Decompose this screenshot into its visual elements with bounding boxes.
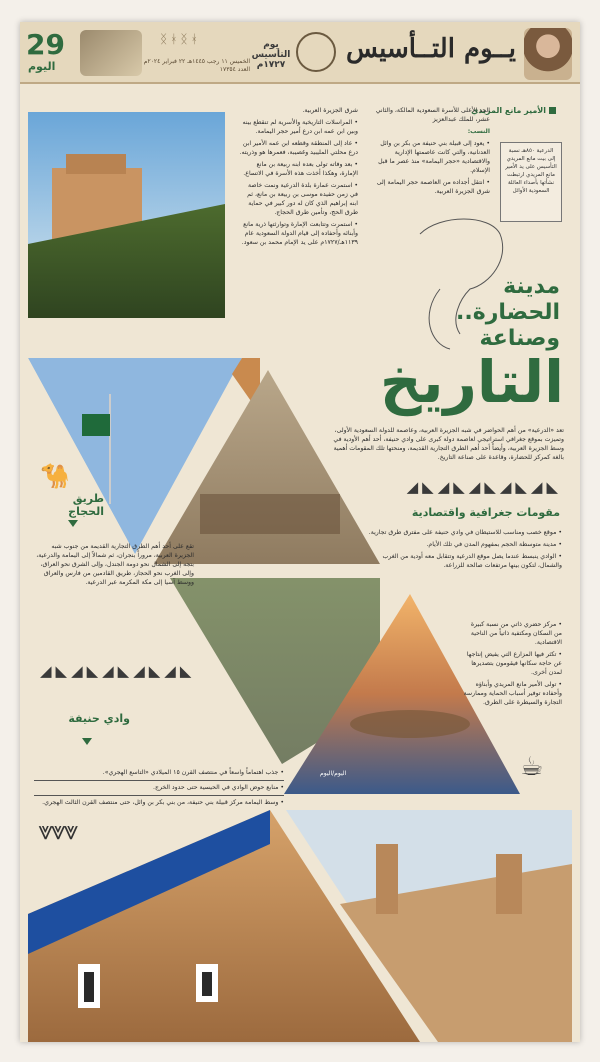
photo-credit: اليوم/اليوم [320,770,347,777]
geo-item: • مركز حضري ذاتي من نسبة كبيرة من السكان ومكتفية ذاتياً من الناحية الاقتصادية. [470,621,562,646]
geo-item: • الوادي ينبسط عندما يصل موقع الدرعية وتتقابل معه أودية من الغرب والشمال، لتكون بينها مرتفعات صالحة للزراعة. [382,553,562,569]
headline-subtitle: مدينة الحضارة.. وصناعة [456,274,560,351]
prince-bio-column [370,106,490,199]
divider [34,780,284,781]
wadi-marker-icon [82,730,92,749]
geo-list-continued [462,620,562,710]
wadi-item: • منابع حوض الوادي في الحيسية حتى حدود الخرج. [152,784,284,791]
wadi-item: • وسط اليمامة مركز قبيلة بني حنيفة، من بني بكر بن وائل، حتى منتصف القرن الثالث الهجري. [42,799,284,806]
fort-palms-photo [28,112,225,318]
geo-item: • تكثر فيها المزارع التي يفيض إنتاجها عن حاجة سكانها فيقومون بتصديرها لمدن أخرى. [466,651,562,676]
geo-item: • موقع خصب ومناسب للاستيطان في وادي حنيفة على مفترق طرق تجارية. [368,529,562,536]
header-pattern: ᛝᚼᛝᚼ [160,32,201,46]
bio-line: • انتقل أجداده من العاصمة حجر اليمامة إلى شرق الجزيرة العربية. [376,179,490,195]
history-line: • بعد وفاته تولى بعده ابنه ربيعة بن مانع الإمارة، وهكذا أخذت هذه الأسرة في الاتساع. [243,161,358,177]
hajj-heading: طريق الحجاج [68,492,104,518]
triangle-pattern-icon: ◢◣◢◣◢◣◢◣◢◣ [40,662,196,680]
bio-label: النسب: [467,128,490,135]
intro-paragraph: تعد «الدرعية» من أهم الحواضر في شبه الجزيرة العربية، وعاصمة للدولة السعودية الأولى، وتميزت بموقع جغرافي استراتيجي لعاصمة دولة كبرى على وادي حنيفة، أحد أهم الأودية في وسط الجزيرة العربية، وأيضاً أحد أهم الطرق التجارية القديمة، ومنحتها تلك المقومات أهمية بالغة كمركز للحضارة، وقاعدة على صناعة التاريخ. [333,427,564,461]
wadi-list [34,768,284,810]
divider [34,795,284,796]
prince-heading: الأمير مانع المريدي [471,106,556,115]
history-line: • استمرت وتتابعت الإمارة وتوارثتها ذرية مانع وأبنائه وأحفاده إلى قيام الدولة السعودية عام ١١٣٩هـ/١٧٢٧م على يد الإمام محمد بن سعود. [241,221,358,246]
flag-icon [82,414,110,436]
wadi-item: • جذب اهتماماً واسعاً في منتصف القرن ١٥ الميلادي «التاسع الهجري». [102,769,284,776]
history-column [238,106,358,250]
history-line: • عاد إلى المنطقة وقطعه ابن عمه الأمير ابن درع محلتي المليبيد وغصيبة، فعمرها هو وذريته. [239,140,358,156]
geo-item: • تولى الأمير مانع المريدي وأبناؤه وأحفاده توفير أسباب الحماية وممارسة التجارة والسيطرة على الطرق. [463,681,562,706]
square-marker-icon [549,107,556,114]
history-line: • المراسلات التاريخية والأسرية لم تنقطع بينه وبين ابن عمه ابن درع أمير حجر اليمامة. [242,119,358,135]
history-line: شرق الجزيرة العربية. [302,107,358,114]
headline-title: التاريخ [379,348,564,416]
hajj-marker-icon [68,512,78,531]
coffee-pot-icon: ☕ [520,752,544,782]
wadi-heading: وادي حنيفة [68,712,130,725]
brand-name: اليوم [28,60,56,73]
prince-note-box: الدرعية ٨٥٠هـ نسبة إلى بيت مانع المريدي التأسيس على يد الأمير مانع المريدي ارتبطت نشأتها بأصداء العائلة السعودية الأوائل [500,142,562,222]
founding-day-logo-icon [296,32,336,72]
bio-line: • يعود إلى قبيلة بني حنيفة من بكر بن وائل العدنانية، والتي كانت عاصمتها الإدارية والاقتصادية «حجر اليمامة» منذ عصر ما قبل الإسلام. [378,140,490,174]
header-band [20,22,580,84]
logo-label: يوم التأسيس ١٧٢٧م [251,40,291,70]
newspaper-page [20,22,580,1042]
geo-list [362,528,562,573]
hajj-body: تقع على أحد أهم الطرق التجارية القديمة من جنوب شبه الجزيرة العربية، مروراً بنجران، ثم شمالاً إلى اليمامة والدرعية، بتجه إلى الشمال نحو دومة الجندل، وإلى الشرق نحو العراق، وإلى الغرب نحو الحجاز، طريق القادمين من فارس والعراق ووسط آسيا إلى مكة المكرمة عبر الدرعية. [36,543,194,586]
geo-item: • مدينة متوسطة الحجم بمفهوم المدن في تلك الأيام. [426,541,562,548]
camel-icon: 🐪 [40,462,70,490]
date-line: الخميس ١١ رجب ١٤٤٥هـ ٢٢ فبراير ٢٠٢٤م العدد ١٧٣٥٤ [143,58,250,73]
page-title: يــوم التــأسيس [346,34,516,64]
geo-heading: مقومات جغرافية واقتصادية [411,506,560,519]
decorative-zigzag-icon: ⩔⩔⩔ [38,816,76,846]
bio-line: الجد الأعلى للأسرة السعودية المالكة، والثاني عشر، للملك عبدالعزيز [375,107,490,123]
triangle-pattern-icon: ◢◣◢◣◢◣◢◣◢◣ [406,478,562,496]
history-line: • استمرت عمارة بلدة الدرعية ونمت خاصة في زمن حفيده موسى بن ربيعة بن مانع، ثم ابنه إبراهيم الذي كان له دور كبير في حماية طرق الحج، وتأمين طرق الحجاج. [247,182,358,216]
issue-number: 29 [26,28,65,61]
child-portrait-image [524,28,572,80]
